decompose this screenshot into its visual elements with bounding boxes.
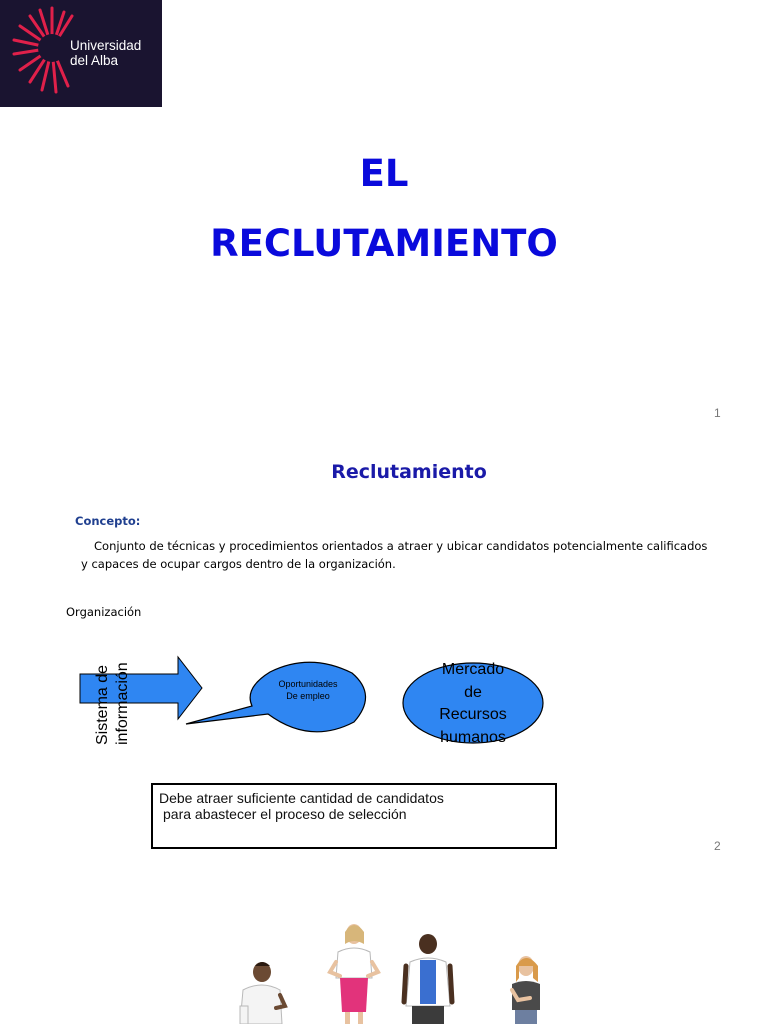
- person-figure: [512, 956, 540, 1024]
- job-opportunities-label: [252, 678, 364, 702]
- hr-market-line2: de: [464, 683, 482, 701]
- note-line2: para abastecer el proceso de selección: [163, 806, 407, 822]
- university-name-line2: del Alba: [70, 53, 119, 68]
- person-figure: [330, 924, 378, 1024]
- person-figure: [404, 934, 452, 1024]
- concept-label: Concepto:: [75, 514, 141, 528]
- concept-text: [81, 537, 751, 573]
- note-line1: Debe atraer suficiente cantidad de candidatos: [159, 790, 444, 806]
- job-opportunities-line1: Oportunidades: [278, 679, 338, 689]
- university-name: [70, 38, 141, 68]
- university-logo: [0, 0, 162, 107]
- hr-market-line4: humanos: [440, 728, 506, 746]
- information-system-line2: información: [114, 662, 131, 745]
- slide1-page-number: 1: [714, 406, 721, 420]
- slide1-title-line1: EL: [359, 152, 409, 195]
- hr-market-label: [405, 659, 541, 749]
- job-opportunities-line2: De empleo: [286, 691, 330, 701]
- organization-label: Organización: [66, 605, 142, 619]
- person-figure: [240, 962, 285, 1024]
- concept-line2: y capaces de ocupar cargos dentro de la organización.: [81, 557, 396, 571]
- information-system-label: [93, 662, 133, 745]
- university-name-line1: Universidad: [70, 38, 142, 53]
- concept-line1: Conjunto de técnicas y procedimientos orientados a atraer y ubicar candidatos potencialmente calificados: [94, 539, 708, 553]
- information-system-line1: Sistema de: [94, 664, 111, 745]
- people-illustration: [0, 910, 768, 1024]
- slide2-title: Reclutamiento: [331, 461, 487, 483]
- slide1-title-line2: RECLUTAMIENTO: [210, 222, 558, 265]
- note-box: [151, 783, 557, 849]
- hr-market-line3: Recursos: [439, 706, 507, 723]
- hr-market-line1: Mercado: [441, 661, 505, 678]
- slide2-page-number: 2: [714, 839, 721, 853]
